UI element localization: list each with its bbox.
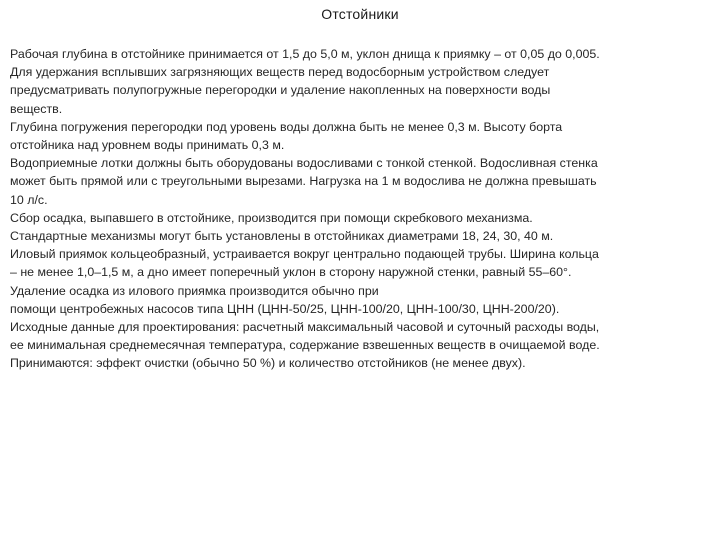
body-text xyxy=(10,45,716,373)
text-line: Исходные данные для проектирования: расчетный максимальный часовой и суточный расходы воды, xyxy=(10,320,600,335)
text-line: Глубина погружения перегородки под уровень воды должна быть не менее 0,3 м. Высоту борта xyxy=(10,119,563,134)
text-line: 10 л/с. xyxy=(10,192,48,207)
text-line: Принимаются: эффект очистки (обычно 50 %) и количество отстойников (не менее двух). xyxy=(10,356,526,371)
text-line: может быть прямой или с треугольными вырезами. Нагрузка на 1 м водослива не должна превышать xyxy=(10,174,597,189)
text-line: Стандартные механизмы могут быть установлены в отстойниках диаметрами 18, 24, 30, 40 м. xyxy=(10,229,554,244)
text-line: Для удержания всплывших загрязняющих веществ перед водосборным устройством следует xyxy=(10,65,550,80)
text-line: ее минимальная среднемесячная температура, содержание взвешенных веществ в очищаемой воде. xyxy=(10,338,600,353)
text-line: помощи центробежных насосов типа ЦНН (ЦНН-50/25, ЦНН-100/20, ЦНН-100/30, ЦНН-200/20). xyxy=(10,301,560,316)
text-line: Иловый приямок кольцеобразный, устраивается вокруг центрально подающей трубы. Ширина кольца xyxy=(10,247,599,262)
text-line: Удаление осадка из илового приямка производится обычно при xyxy=(10,283,379,298)
page-title: Отстойники xyxy=(321,6,399,22)
text-line: Рабочая глубина в отстойнике принимается от 1,5 до 5,0 м, уклон днища к приямку – от 0,05 до 0,005. xyxy=(10,47,600,61)
text-line: Сбор осадка, выпавшего в отстойнике, производится при помощи скребкового механизма. xyxy=(10,210,533,225)
text-line: предусматривать полупогружные перегородки и удаление накопленных на поверхности воды xyxy=(10,83,551,98)
text-line: отстойника над уровнем воды принимать 0,3 м. xyxy=(10,138,285,153)
text-line: – не менее 1,0–1,5 м, а дно имеет поперечный уклон в сторону наружной стенки, равный 55–60°. xyxy=(10,265,572,280)
text-line: Водоприемные лотки должны быть оборудованы водосливами с тонкой стенкой. Водосливная стенка xyxy=(10,156,598,171)
text-line: веществ. xyxy=(10,101,63,116)
